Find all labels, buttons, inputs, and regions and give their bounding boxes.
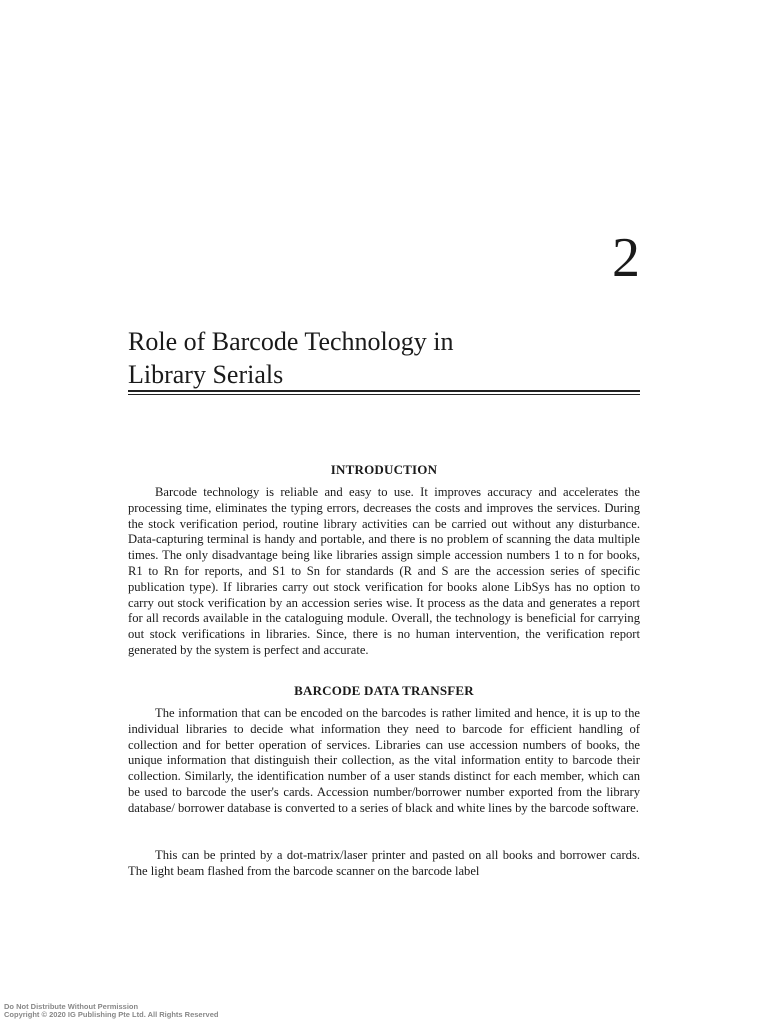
paragraph-introduction: Barcode technology is reliable and easy to use. It improves accuracy and accelerates the processing time, eliminates the typing errors, decreases the costs and improves the services. During the stock verification period, routine library activities can be carried out without any disturbance. Data-capturing terminal is handy and portable, and there is no problem of scanning the data multiple times. The only disadvantage being like libraries assign simple accession numbers 1 to n for books, R1 to Rn for reports, and S1 to Sn for standards (R and S are the accession series of specific publication type). If libraries carry out stock verification for books alone LibSys has no option to carry out stock verification by an accession series wise. It process as the data and generates a report for all records available in the cataloguing module. Overall, the technology is beneficial for carrying out stock verifications in libraries. Since, there is no human intervention, the verification report generated by the system is perfect and accurate. (128, 485, 640, 657)
chapter-title (128, 325, 640, 391)
paragraph-barcode-data-transfer-2: This can be printed by a dot-matrix/laser printer and pasted on all books and borrower cards. The light beam flashed from the barcode scanner on the barcode label (128, 848, 640, 878)
chapter-number: 2 (612, 227, 640, 289)
copyright-footer (4, 1003, 218, 1019)
chapter-title-line-2: Library Serials (128, 360, 284, 389)
footer-line-1: Do Not Distribute Without Permission (4, 1002, 139, 1011)
section-heading-introduction: INTRODUCTION (330, 462, 438, 477)
chapter-title-line-1: Role of Barcode Technology in (128, 327, 454, 356)
title-rule-thick (128, 390, 640, 392)
footer-line-2: Copyright © 2020 IG Publishing Pte Ltd. All Rights Reserved (4, 1010, 219, 1019)
paragraph-barcode-data-transfer-1: The information that can be encoded on the barcodes is rather limited and hence, it is up to the individual libraries to decide what information they need to barcode for efficient handling of collection and for better operation of services. Libraries can use accession numbers of books, the unique information that distinguish their collection, as the vital information entity to barcode their collection. Similarly, the identification number of a user stands distinct for each member, which can be used to barcode the user's cards. Accession number/borrower number exported from the library database/ borrower database is converted to a series of black and white lines by the barcode software. (128, 706, 640, 815)
title-rule-thin (128, 394, 640, 395)
section-heading-barcode-data-transfer: BARCODE DATA TRANSFER (294, 683, 474, 698)
